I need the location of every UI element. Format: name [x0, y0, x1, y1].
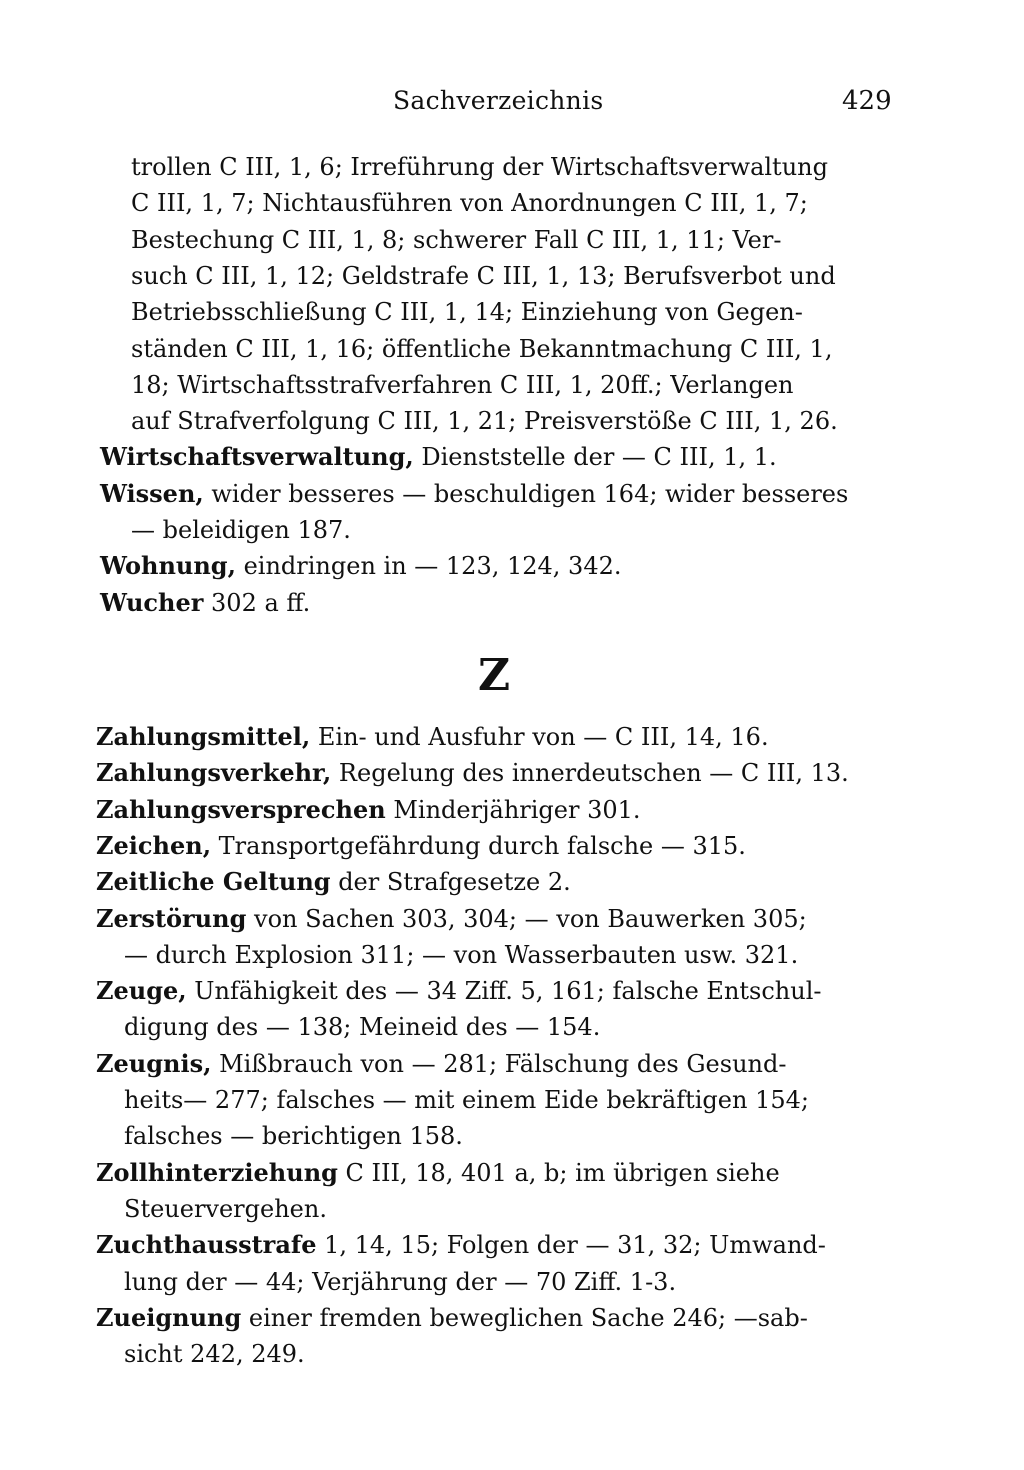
index-line-text: Unfähigkeit des — 34 Ziff. 5, 161; falsche Entschul- [186, 977, 822, 1006]
index-line [100, 549, 621, 583]
index-line [131, 295, 803, 329]
index-line [96, 1156, 780, 1190]
index-line [124, 1337, 305, 1371]
index-line [131, 404, 838, 438]
index-head-word: Zeuge, [96, 976, 187, 1006]
index-line [96, 902, 807, 936]
index-line-text: Ein- und Ausfuhr von — C III, 14, 16. [310, 723, 769, 751]
page-number: 429 [842, 86, 892, 116]
index-head-word: Zerstörung [96, 903, 247, 933]
index-line-text: auf Strafverfolgung C III, 1, 21; Preisverstöße C III, 1, 26. [131, 407, 838, 436]
index-line-text: Dienststelle der — C III, 1, 1. [413, 443, 777, 472]
index-line-text: sicht 242, 249. [124, 1340, 305, 1369]
index-line [124, 1010, 600, 1044]
index-head-word: Zeitliche Geltung [96, 867, 331, 897]
index-line-text: Regelung des innerdeutschen — C III, 13. [331, 759, 849, 788]
index-line [124, 938, 798, 972]
index-line [131, 186, 808, 220]
section-letter: Z [478, 650, 511, 701]
index-line-text: trollen C III, 1, 6; Irreführung der Wirtschaftsverwaltung [131, 153, 828, 181]
index-line-text: einer fremden beweglichen Sache 246; —sab- [241, 1303, 808, 1332]
index-line-text: C III, 1, 7; Nichtausführen von Anordnungen C III, 1, 7; [131, 189, 808, 218]
index-line [124, 1192, 327, 1226]
index-line [96, 1301, 808, 1335]
index-head-word: Zahlungsmittel, [96, 722, 311, 751]
index-line [100, 440, 777, 474]
index-line [96, 793, 641, 827]
index-line-text: der Strafgesetze 2. [330, 868, 571, 897]
index-head-word: Wohnung, [100, 551, 236, 581]
index-line-text: Transportgefährdung durch falsche — 315. [211, 831, 746, 860]
index-line-text: wider besseres — beschuldigen 164; wider besseres [203, 479, 849, 508]
index-line-text: such C III, 1, 12; Geldstrafe C III, 1, 13; Berufsverbot und [131, 261, 836, 290]
index-line [96, 865, 571, 899]
index-head-word: Zuchthausstrafe [96, 1230, 317, 1260]
index-line [96, 756, 849, 790]
index-line [131, 513, 351, 547]
index-head-word: Zahlungsversprechen [96, 794, 386, 824]
index-head-word: Zollhinterziehung [96, 1157, 338, 1187]
index-line-text: Bestechung C III, 1, 8; schwerer Fall C III, 1, 11; Ver- [131, 225, 782, 254]
index-line [131, 368, 794, 402]
running-title: Sachverzeichnis [393, 86, 604, 115]
index-line [124, 1083, 809, 1117]
index-line-text: falsches — berichtigen 158. [124, 1122, 463, 1151]
index-line-text: Steuervergehen. [124, 1194, 327, 1223]
index-head-word: Zeichen, [96, 830, 212, 860]
index-head-word: Zeugnis, [96, 1048, 212, 1078]
index-line-text: 18; Wirtschaftsstrafverfahren C III, 1, 20ff.; Verlangen [131, 370, 794, 399]
index-line-text: ständen C III, 1, 16; öffentliche Bekanntmachung C III, 1, [131, 334, 833, 363]
index-line-text: von Sachen 303, 304; — von Bauwerken 305; [246, 904, 807, 933]
index-head-word: Wissen, [100, 478, 204, 508]
index-line [96, 829, 746, 863]
index-line-text: — beleidigen 187. [131, 516, 351, 544]
index-line [96, 1228, 826, 1262]
index-line-text: heits— 277; falsches — mit einem Eide bekräftigen 154; [124, 1086, 809, 1114]
index-line [100, 477, 848, 511]
index-head-word: Wirtschaftsverwaltung, [100, 442, 414, 472]
index-line-text: digung des — 138; Meineid des — 154. [124, 1013, 601, 1042]
index-line-text: C III, 18, 401 a, b; im übrigen siehe [337, 1158, 780, 1187]
index-line [124, 1119, 463, 1153]
index-line-text: Mißbrauch von — 281; Fälschung des Gesund- [211, 1049, 787, 1078]
index-line [96, 974, 822, 1008]
index-head-word: Zahlungsverkehr, [96, 758, 332, 788]
index-line-text: 1, 14, 15; Folgen der — 31, 32; Umwand- [316, 1231, 826, 1260]
index-head-word: Wucher [100, 587, 204, 617]
index-line [96, 720, 769, 754]
index-line-text: Betriebsschließung C III, 1, 14; Einziehung von Gegen- [131, 298, 803, 327]
index-line-text: — durch Explosion 311; — von Wasserbauten usw. 321. [124, 940, 799, 969]
index-head-word: Zueignung [96, 1302, 242, 1332]
index-line [96, 1047, 786, 1081]
index-line [131, 150, 828, 184]
index-line [124, 1265, 676, 1299]
page-header [0, 80, 1024, 120]
index-line [131, 259, 836, 293]
index-line-text: Minderjähriger 301. [385, 795, 641, 824]
index-line-text: eindringen in — 123, 124, 342. [235, 552, 622, 581]
index-line-text: 302 a ff. [203, 588, 311, 617]
index-line-text: lung der — 44; Verjährung der — 70 Ziff. 1-3. [124, 1267, 677, 1296]
index-line [100, 586, 310, 620]
index-line [131, 332, 832, 366]
index-line [131, 223, 781, 257]
